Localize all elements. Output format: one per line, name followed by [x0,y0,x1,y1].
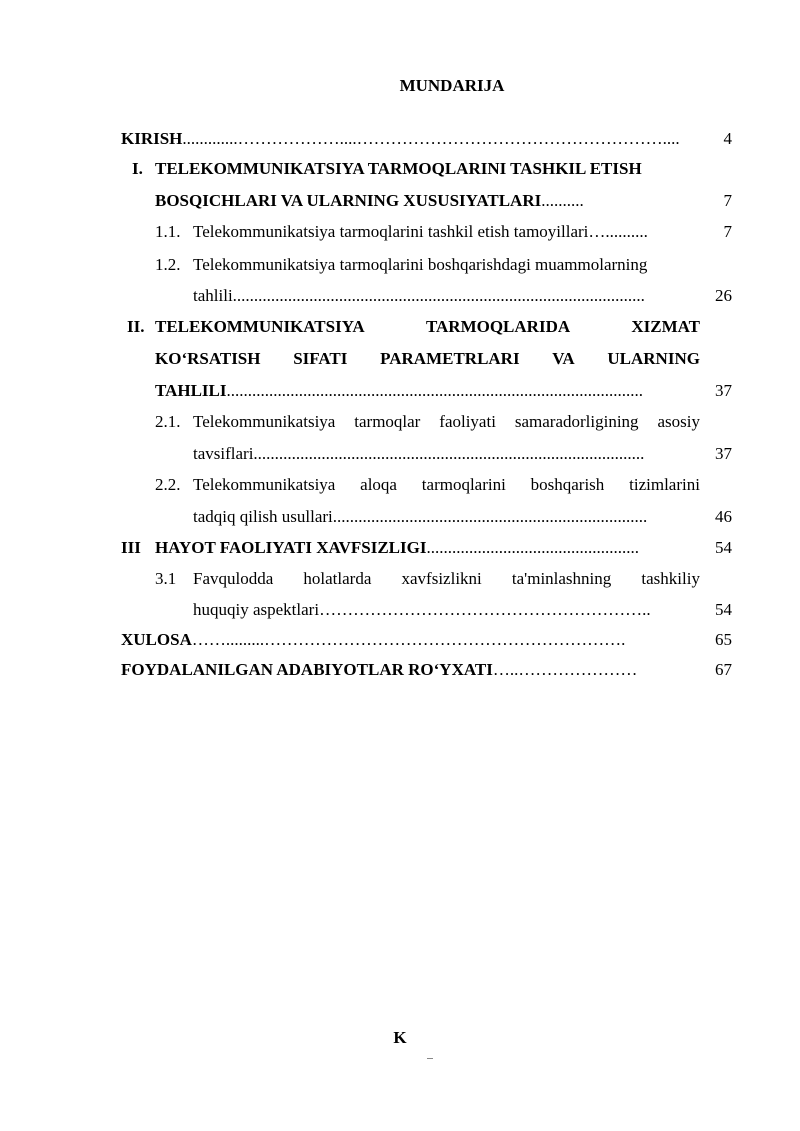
toc-leader: ................................................................................................. [232,286,645,305]
toc-word: XIZMAT [631,317,700,336]
toc-word: Telekommunikatsiya [193,412,336,431]
toc-section-number: 3.1 [155,569,177,588]
toc-word: holatlarda [303,569,372,588]
toc-leader: ............................................................................................ [253,444,645,463]
toc-word: tashkiliy [641,569,700,588]
toc-word: TELEKOMMUNIKATSIYA [155,317,365,336]
toc-word: TARMOQLARIDA [425,317,571,336]
toc-section-title-line1: Telekommunikatsiya tarmoqlarini boshqarishdagi muammolarning [193,255,648,274]
toc-page-number: 7 [723,222,732,241]
toc-page-number: 37 [715,444,732,463]
toc-entry-3-1 [193,599,698,621]
toc-word: SIFATI [293,349,348,368]
toc-entry-2-1 [193,443,698,465]
toc-word: KO‘RSATISH [155,349,261,368]
toc-section-title-line1 [193,411,700,433]
toc-entry-1-2 [193,285,698,307]
toc-section-number: 2.1. [155,412,181,431]
toc-section-number: 1.1. [155,222,181,241]
toc-leader: ………………………………………………….. [319,600,651,619]
toc-entry-kirish [121,128,696,150]
toc-entry-ch2 [155,380,698,402]
toc-word: ULARNING [607,349,700,368]
toc-page-number: 7 [723,191,732,210]
toc-page-number: 67 [715,660,732,679]
footer-mark [427,1058,433,1059]
toc-entry-title: FOYDALANILGAN ADABIYOTLAR RO‘YXATI [121,660,493,679]
page-title: MUNDARIJA [399,76,505,95]
toc-leader: …..………………… [492,660,638,679]
toc-section-title-line1 [193,474,700,496]
toc-leader: .......................................................................... [332,507,648,526]
footer-letter: K [393,1028,407,1047]
toc-word: Favqulodda [193,569,274,588]
toc-leader: …….........………………………………………………………. [191,630,626,649]
toc-page-number: 54 [715,600,732,619]
toc-word: aloqa [360,475,397,494]
toc-entry-title: KIRISH [121,129,183,148]
toc-section-number: 1.2. [155,255,181,274]
toc-section-title-line2: huquqiy aspektlari [193,600,320,619]
toc-word: tizimlarini [629,475,700,494]
toc-section-title-line2: tahlili [193,286,233,305]
toc-chapter-number: III [121,538,141,557]
toc-section-title: Telekommunikatsiya tarmoqlarini tashkil etish tamoyillari [193,222,589,241]
toc-word: tarmoqlar [354,412,421,431]
toc-page-number: 37 [715,381,732,400]
toc-chapter-title-line2: BOSQICHLARI VA ULARNING XUSUSIYATLARI [155,191,542,210]
toc-word: asosiy [657,412,700,431]
toc-entry-2-2 [193,506,698,528]
toc-section-title-line1 [193,568,700,590]
toc-chapter-title-line1: TELEKOMMUNIKATSIYA TARMOQLARINI TASHKIL ETISH [155,159,642,178]
toc-chapter-title-line2 [155,348,700,370]
toc-chapter-title-line3: TAHLILI [155,381,227,400]
toc-word: tarmoqlarini [421,475,506,494]
toc-section-title-line2: tavsiflari [193,444,254,463]
toc-chapter-number: II. [127,317,145,336]
toc-leader: .......... [541,191,584,210]
toc-section-number: 2.2. [155,475,181,494]
toc-page-number: 46 [715,507,732,526]
toc-section-title-line2: tadqiq qilish usullari [193,507,333,526]
toc-page-number: 4 [723,129,732,148]
toc-word: VA [552,349,575,368]
toc-entry-xulosa [121,629,694,651]
toc-chapter-title-line1 [155,316,700,338]
toc-word: faoliyati [439,412,496,431]
toc-page-number: 54 [715,538,732,557]
toc-word: xavfsizlikni [401,569,482,588]
toc-page-number: 26 [715,286,732,305]
toc-entry-references [121,659,694,681]
toc-word: boshqarish [530,475,605,494]
toc-word: Telekommunikatsiya [193,475,336,494]
toc-entry-1-1 [193,221,648,243]
toc-page-number: 65 [715,630,732,649]
toc-word: samaradorligining [514,412,639,431]
toc-chapter-number: I. [132,159,143,178]
toc-entry-ch1 [155,190,584,212]
toc-entry-ch3 [155,537,690,559]
toc-entry-title: XULOSA [121,630,192,649]
toc-word: PARAMETRLARI [380,349,520,368]
toc-word: ta'minlashning [511,569,612,588]
toc-leader: ….......... [588,222,648,241]
toc-chapter-title: HAYOT FAOLIYATI XAVFSIZLIGI [155,538,427,557]
toc-leader: .................................................................................................. [226,381,643,400]
toc-leader: .................................................. [426,538,639,557]
toc-leader: .............………………....……………………………………………….... [182,129,680,148]
